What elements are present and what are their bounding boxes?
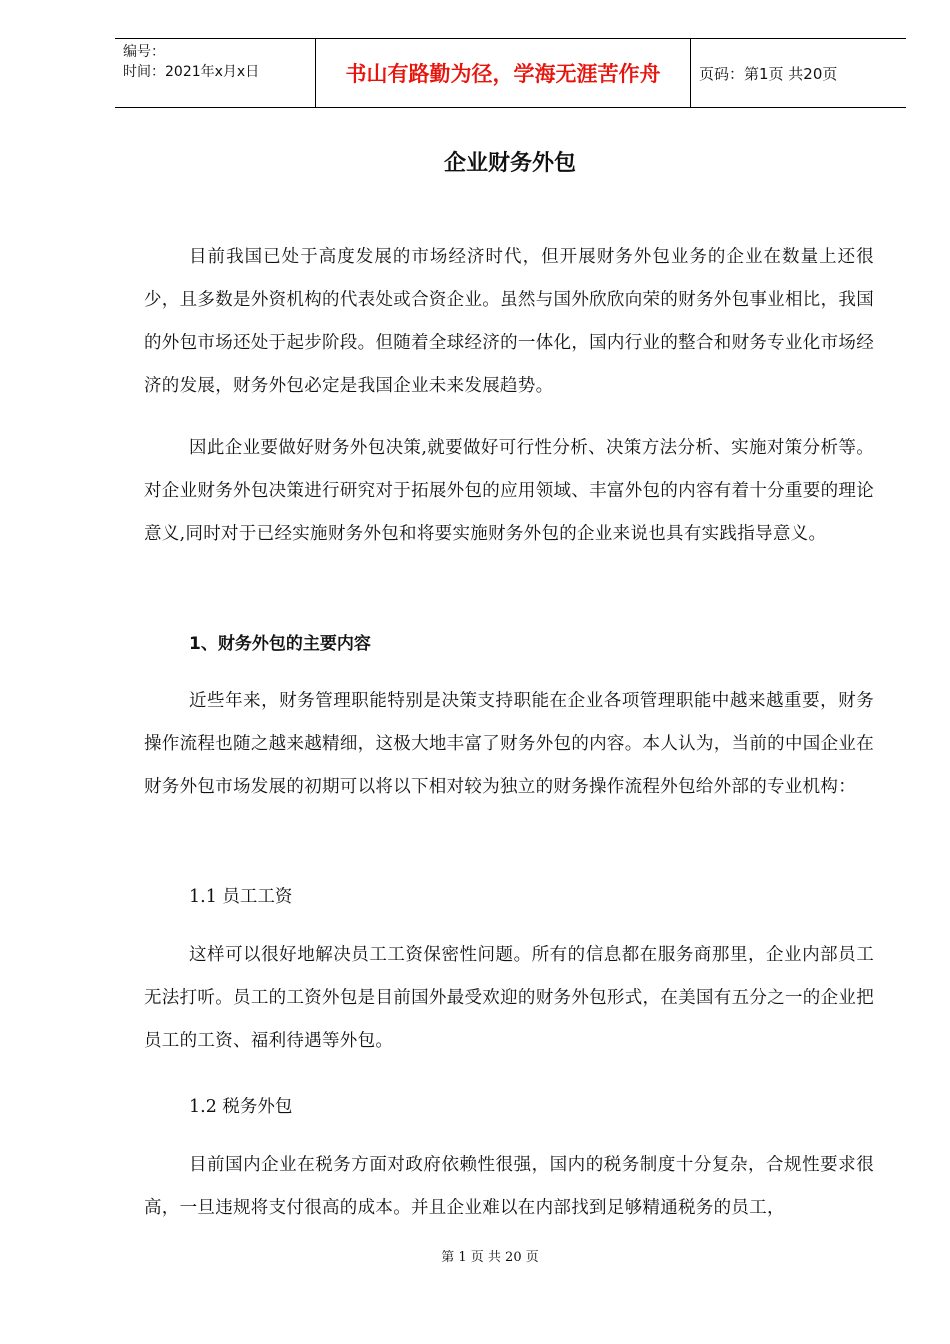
- number-label: 编号：: [123, 44, 165, 60]
- header-meta-cell: [115, 39, 316, 107]
- time-label: 时间：2021年x月x日: [123, 64, 260, 80]
- header-motto: 书山有路勤为径，学海无涯苦作舟: [316, 39, 691, 107]
- subsection-1-1-heading: 1.1 员工工资: [189, 887, 293, 907]
- subsection-1-2-paragraph: 目前国内企业在税务方面对政府依赖性很强，国内的税务制度十分复杂，合规性要求很高，一旦违规将支付很高的成本。并且企业难以在内部找到足够精通税务的员工，: [144, 1155, 874, 1218]
- intro-paragraph-1: 目前我国已处于高度发展的市场经济时代，但开展财务外包业务的企业在数量上还很少，且多数是外资机构的代表处或合资企业。虽然与国外欣欣向荣的财务外包事业相比，我国的外包市场还处于起步阶段。但随着全球经济的一体化，国内行业的整合和财务专业化市场经济的发展，财务外包必定是我国企业未来发展趋势。: [144, 247, 874, 396]
- page-footer: 第 1 页 共 20 页: [441, 1250, 539, 1265]
- page-header: [115, 38, 906, 108]
- subsection-1-2-heading: 1.2 税务外包: [189, 1097, 293, 1117]
- document-title: 企业财务外包: [443, 151, 576, 176]
- header-page-label: 页码：第1页 共20页: [699, 64, 838, 83]
- intro-paragraph-2: 因此企业要做好财务外包决策,就要做好可行性分析、决策方法分析、实施对策分析等。对企业财务外包决策进行研究对于拓展外包的应用领域、丰富外包的内容有着十分重要的理论意义,同时对于已经实施财务外包和将要实施财务外包的企业来说也具有实践指导意义。: [144, 438, 874, 544]
- subsection-1-1-paragraph: 这样可以很好地解决员工工资保密性问题。所有的信息都在服务商那里，企业内部员工无法打听。员工的工资外包是目前国外最受欢迎的财务外包形式，在美国有五分之一的企业把员工的工资、福利待遇等外包。: [144, 945, 874, 1051]
- section-1-heading: 1、财务外包的主要内容: [189, 634, 371, 654]
- section-1-paragraph: 近些年来，财务管理职能特别是决策支持职能在企业各项管理职能中越来越重要，财务操作流程也随之越来越精细，这极大地丰富了财务外包的内容。本人认为，当前的中国企业在财务外包市场发展的初期可以将以下相对较为独立的财务操作流程外包给外部的专业机构：: [144, 691, 874, 797]
